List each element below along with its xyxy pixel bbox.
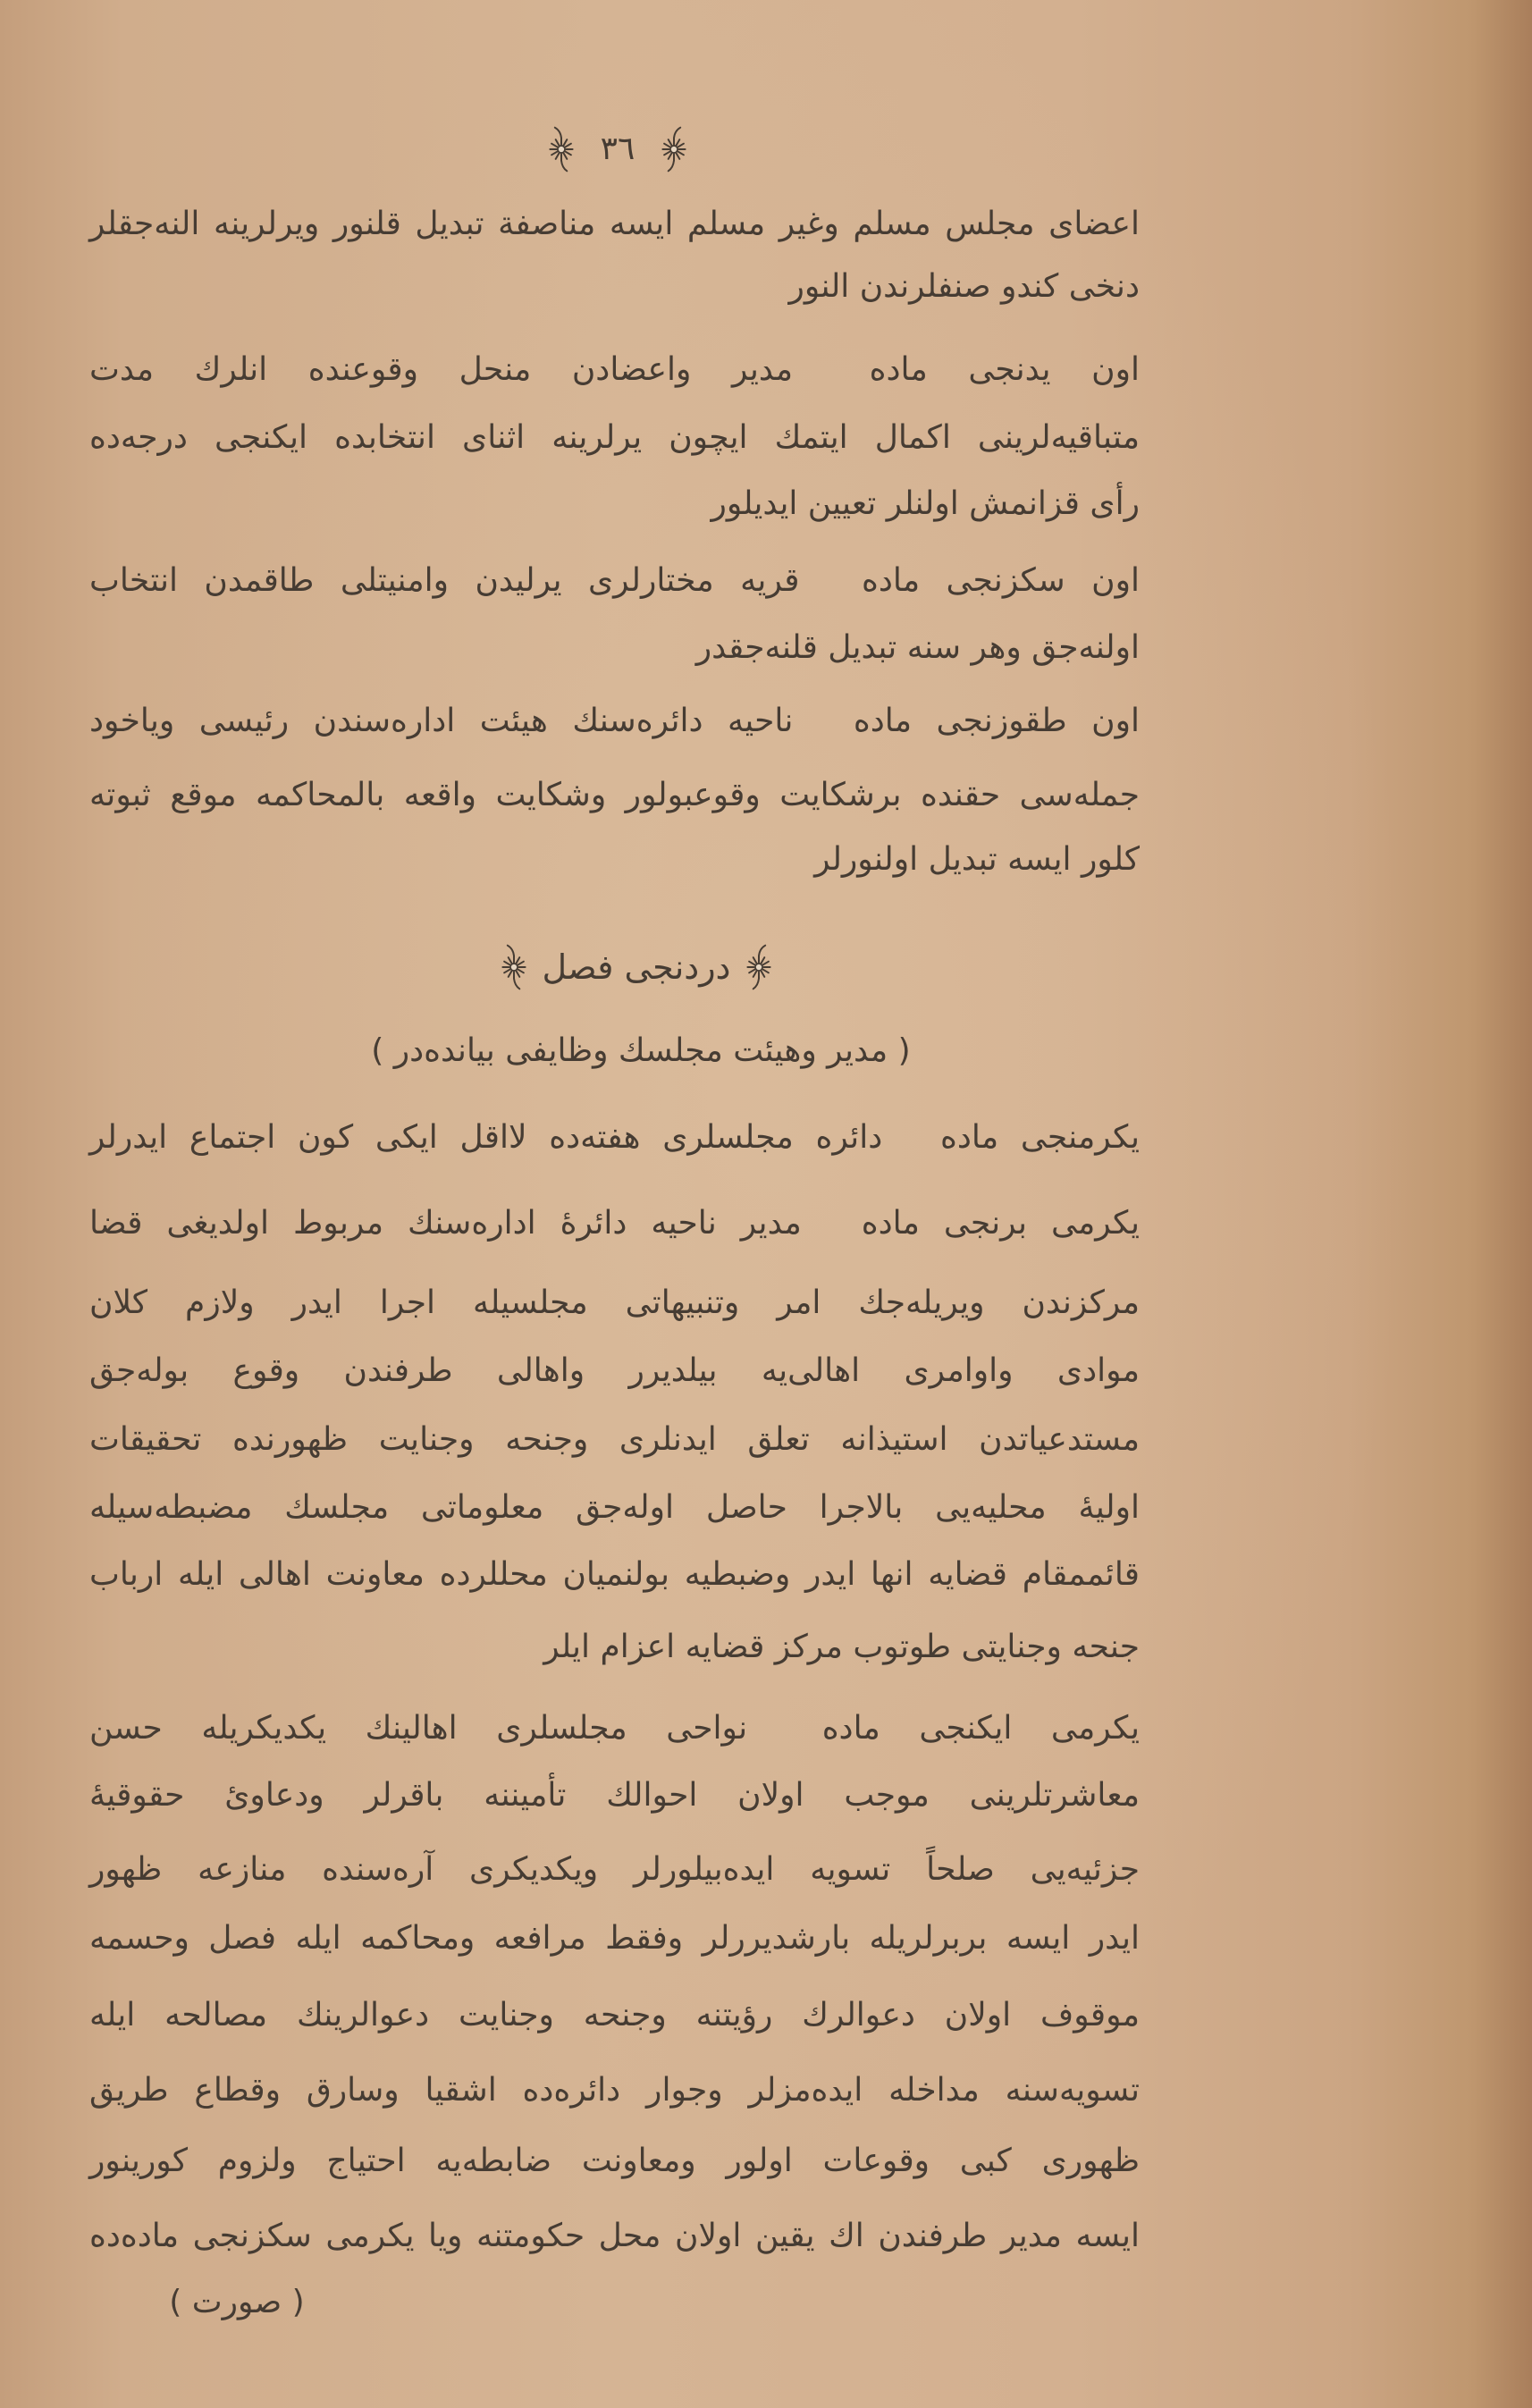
text-line: رأی قزانمش اولنلر تعیین ایدیلور	[711, 485, 1140, 522]
article-20-first-line	[89, 1109, 1140, 1166]
article-19-first-line	[89, 693, 1140, 750]
text-line: موادی واوامری اهالی‌یه بیلدیرر واهالی طرفندن وقوع بوله‌جق	[89, 1352, 1140, 1389]
star-ornament-icon	[498, 942, 530, 992]
text-line: موقوف اولان دعوالرك رؤیتنه وجنحه وجنایت دعوالرینك مصالحه ایله	[89, 1997, 1140, 2033]
text-line: دائره مجلسلری هفته‌ده لااقل ایکی کون اجتماع ایدرلر	[89, 1119, 883, 1156]
text-line: اولنه‌جق وهر سنه تبدیل قلنه‌جقدر	[695, 629, 1140, 666]
catchword: ( صورت )	[169, 2284, 305, 2320]
page-body	[89, 0, 1140, 2408]
text-line: ایسه مدیر طرفندن اك یقین اولان محل حکومتنه ویا یکرمی سکزنجی ماده‌ده	[89, 2218, 1140, 2254]
text-line: جزئیه‌یی صلحاً تسویه ایده‌بیلورلر ویکدیکری آره‌سنده منازعه ظهور	[89, 1851, 1140, 1888]
article-22-first-line	[89, 1700, 1140, 1757]
text-line: نواحی مجلسلری اهالینك یکدیکریله حسن	[89, 1710, 748, 1747]
text-line: ایدر ایسه بربرلریله بارشدیررلر وفقط مرافعه ومحاکمه ایله فصل وحسمه	[89, 1920, 1140, 1957]
article-label: یکرمی برنجی ماده	[861, 1205, 1140, 1242]
article-label: اون طقوزنجی ماده	[853, 703, 1140, 739]
text-line: معاشرتلرینی موجب اولان احوالك تأمیننه باقرلر ودعاوئ حقوقیهٔ	[89, 1777, 1140, 1814]
text-line: کلور ایسه تبدیل اولنورلر	[814, 841, 1140, 878]
chapter-title	[368, 939, 905, 996]
text-line: دنخی کندو صنفلرندن النور	[788, 268, 1140, 305]
text-line: جنحه وجنایتی طوتوب مرکز قضایه اعزام ایلر	[543, 1629, 1140, 1665]
text-line: ناحیه دائره‌سنك هیئت اداره‌سندن رئیسی ویاخود	[89, 703, 794, 739]
article-18-first-line	[89, 552, 1140, 610]
article-label: اون سکزنجی ماده	[861, 562, 1140, 599]
star-ornament-icon	[743, 942, 775, 992]
text-line: مرکزندن ویریله‌جك امر وتنبیهاتی مجلسیله اجرا ایدر ولازم کلان	[89, 1284, 1140, 1321]
text-line: مدیر واعضادن منحل وقوعنده انلرك مدت	[89, 351, 794, 388]
text-line: مستدعیاتدن استیذانه تعلق ایدنلری وجنحه وجنایت ظهورنده تحقیقات	[89, 1421, 1140, 1458]
article-21-first-line	[89, 1195, 1140, 1252]
article-label: اون یدنجی ماده	[869, 351, 1140, 388]
article-label: یکرمی ایکنجی ماده	[821, 1710, 1140, 1747]
page-number: ٣٦	[600, 131, 636, 167]
article-17-first-line	[89, 341, 1140, 399]
article-label: یکرمنجی ماده	[939, 1119, 1140, 1156]
text-line: ظهوری کبی وقوعات اولور ومعاونت ضابطه‌یه احتیاج ولزوم کورینور	[89, 2143, 1140, 2179]
text-line: اعضای مجلس مسلم وغیر مسلم ایسه مناصفة تبدیل قلنور ویرلرینه النه‌جقلر	[89, 206, 1140, 242]
chapter-title-text: دردنجی فصل	[542, 947, 731, 987]
text-line: متباقیه‌لرینی اکمال ایتمك ایچون یرلرینه اثنای انتخابده ایکنجی درجه‌ده	[89, 419, 1140, 456]
text-line: قریه مختارلری یرلیدن وامنیتلی طاقمدن انتخاب	[89, 562, 800, 599]
chapter-subtitle: ( مدیر وهیئت مجلسك وظایفی بیانده‌در )	[371, 1032, 911, 1069]
text-line: قائممقام قضایه انها ایدر وضبطیه بولنمیان محللرده معاونت اهالی ایله ارباب	[89, 1556, 1140, 1593]
text-line: اولیهٔ محلیه‌یی بالاجرا حاصل اوله‌جق معلوماتی مجلسك مضبطه‌سیله	[89, 1489, 1140, 1526]
text-line: جمله‌سی حقنده برشکایت وقوعبولور وشکایت واقعه بالمحاکمه موقع ثبوته	[89, 777, 1140, 813]
text-line: تسویه‌سنه مداخله ایده‌مزلر وجوار دائره‌ده اشقیا وسارق وقطاع طریق	[89, 2072, 1140, 2109]
text-line: مدیر ناحیه دائرهٔ اداره‌سنك مربوط اولدیغی قضا	[89, 1205, 802, 1242]
